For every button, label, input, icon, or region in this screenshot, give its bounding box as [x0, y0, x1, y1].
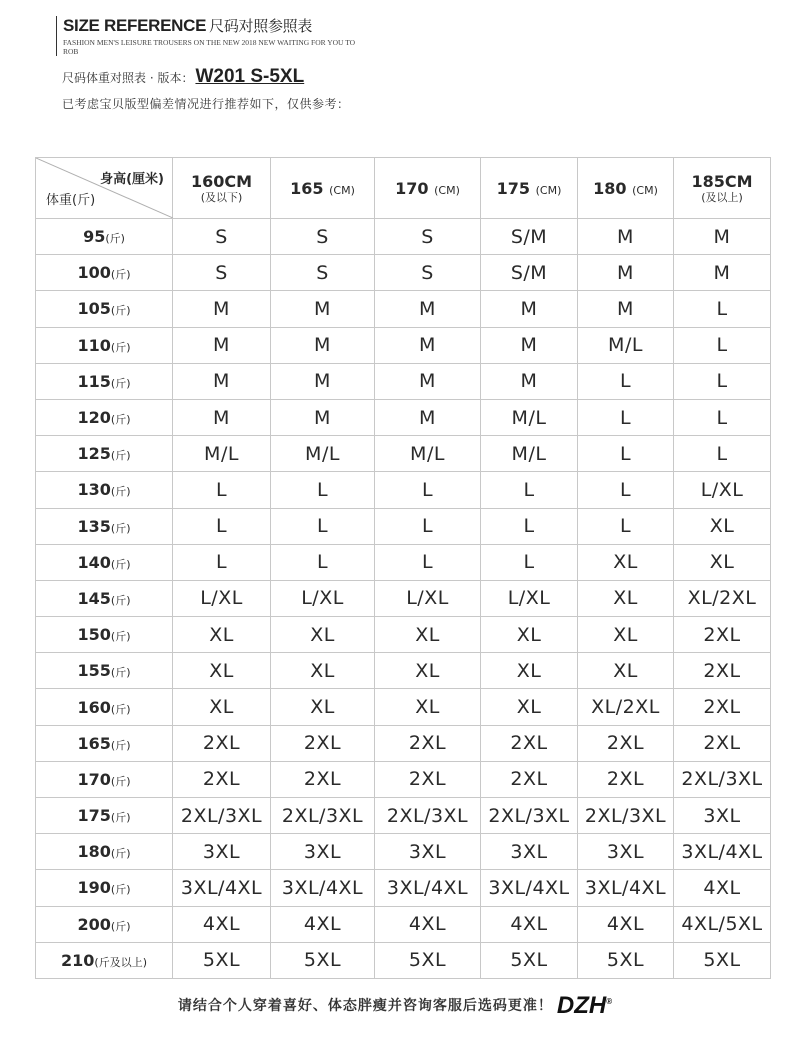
weight-value: 100: [77, 263, 111, 283]
size-cell: XL: [271, 653, 375, 689]
weight-value: 115: [77, 371, 111, 391]
weight-unit: (斤): [110, 413, 131, 427]
size-cell: M/L: [375, 436, 481, 472]
size-cell: 5XL: [578, 942, 674, 978]
title-en: SIZE REFERENCE: [63, 16, 207, 35]
size-cell: M: [375, 291, 481, 327]
size-cell: L: [578, 363, 674, 399]
size-cell: XL: [578, 544, 674, 580]
version-code: W201 S-5XL: [195, 66, 305, 87]
size-cell: M: [173, 399, 271, 435]
size-cell: XL: [578, 653, 674, 689]
size-cell: 2XL: [481, 725, 578, 761]
size-cell: L/XL: [271, 580, 375, 616]
table-row: [36, 798, 771, 834]
size-cell: 5XL: [674, 942, 771, 978]
table-row: [36, 255, 771, 291]
size-cell: XL: [173, 617, 271, 653]
page-title: [63, 16, 363, 37]
size-cell: S: [271, 255, 375, 291]
table-row: [36, 870, 771, 906]
weight-value: 130: [77, 480, 111, 500]
weight-cell: [36, 255, 173, 291]
weight-cell: [36, 363, 173, 399]
weight-unit: (斤): [110, 883, 131, 897]
size-cell: S: [173, 255, 271, 291]
size-cell: 4XL: [674, 870, 771, 906]
size-cell: L: [375, 508, 481, 544]
version-label: 尺码体重对照表 · 版本：: [62, 71, 194, 85]
size-cell: L: [674, 291, 771, 327]
table-row: [36, 291, 771, 327]
size-cell: 4XL: [481, 906, 578, 942]
size-cell: L: [674, 327, 771, 363]
size-cell: L: [674, 363, 771, 399]
size-cell: L: [578, 472, 674, 508]
height-qualifier: (及以下): [200, 190, 243, 204]
size-cell: S/M: [481, 219, 578, 255]
table-row: [36, 942, 771, 978]
size-cell: 5XL: [173, 942, 271, 978]
table-row: [36, 219, 771, 255]
weight-cell: [36, 725, 173, 761]
height-header-3: [481, 158, 578, 219]
size-cell: M: [578, 219, 674, 255]
weight-cell: [36, 291, 173, 327]
weight-unit: (斤): [110, 376, 131, 390]
size-cell: M: [578, 255, 674, 291]
size-table: [35, 157, 771, 979]
size-cell: 5XL: [375, 942, 481, 978]
weight-unit: (斤): [110, 811, 131, 825]
table-row: [36, 327, 771, 363]
size-cell: M/L: [481, 436, 578, 472]
size-cell: XL: [481, 689, 578, 725]
size-cell: M: [271, 363, 375, 399]
size-cell: M: [173, 327, 271, 363]
size-cell: M: [674, 219, 771, 255]
size-cell: XL: [375, 617, 481, 653]
size-cell: 4XL: [173, 906, 271, 942]
weight-cell: [36, 689, 173, 725]
size-cell: XL: [578, 617, 674, 653]
weight-unit: (斤): [105, 232, 125, 246]
table-body: [36, 219, 771, 979]
size-cell: M/L: [481, 399, 578, 435]
page-header: [56, 16, 363, 56]
height-header-2: [375, 158, 481, 219]
weight-cell: [36, 834, 173, 870]
size-cell: 2XL: [578, 725, 674, 761]
size-cell: 4XL: [271, 906, 375, 942]
size-cell: M: [578, 291, 674, 327]
size-cell: XL: [674, 544, 771, 580]
size-cell: 2XL: [173, 725, 271, 761]
size-cell: L: [375, 544, 481, 580]
weight-cell: [36, 653, 173, 689]
size-cell: 3XL/4XL: [674, 834, 771, 870]
size-cell: L/XL: [375, 580, 481, 616]
size-cell: L: [481, 508, 578, 544]
size-cell: 3XL: [481, 834, 578, 870]
size-cell: S: [271, 219, 375, 255]
table-corner-cell: [36, 158, 173, 219]
height-unit: (CM): [632, 183, 658, 197]
height-header-4: [578, 158, 674, 219]
weight-value: 180: [77, 842, 111, 862]
size-cell: M: [173, 291, 271, 327]
size-cell: XL: [481, 653, 578, 689]
size-cell: XL: [578, 580, 674, 616]
size-cell: M/L: [578, 327, 674, 363]
size-cell: L: [271, 544, 375, 580]
size-cell: M: [674, 255, 771, 291]
footer-text: 请结合个人穿着喜好、体态胖瘦并咨询客服后选码更准！: [177, 998, 553, 1014]
weight-value: 95: [83, 227, 106, 247]
size-cell: 2XL: [481, 761, 578, 797]
size-cell: 2XL: [375, 725, 481, 761]
size-cell: S: [375, 255, 481, 291]
size-cell: M/L: [271, 436, 375, 472]
weight-unit: (斤): [110, 847, 131, 861]
size-cell: L/XL: [173, 580, 271, 616]
size-cell: L: [674, 436, 771, 472]
size-cell: L: [173, 544, 271, 580]
size-cell: M: [481, 363, 578, 399]
table-row: [36, 653, 771, 689]
size-cell: M: [271, 399, 375, 435]
table-row: [36, 508, 771, 544]
size-cell: L: [375, 472, 481, 508]
size-cell: 2XL/3XL: [578, 798, 674, 834]
weight-value: 175: [77, 806, 111, 826]
size-cell: 3XL: [375, 834, 481, 870]
size-cell: 2XL/3XL: [173, 798, 271, 834]
weight-cell: [36, 327, 173, 363]
table-row: [36, 689, 771, 725]
height-header-1: [271, 158, 375, 219]
size-cell: L/XL: [674, 472, 771, 508]
size-cell: S/M: [481, 255, 578, 291]
weight-value: 190: [77, 878, 111, 898]
weight-unit: (斤): [110, 630, 131, 644]
weight-unit: (斤): [110, 593, 131, 607]
size-cell: M: [375, 363, 481, 399]
size-cell: M: [271, 327, 375, 363]
size-cell: S: [173, 219, 271, 255]
size-cell: L: [173, 508, 271, 544]
size-cell: XL: [375, 653, 481, 689]
size-cell: XL: [375, 689, 481, 725]
weight-unit: (斤): [110, 774, 131, 788]
size-cell: 3XL: [674, 798, 771, 834]
size-cell: M: [173, 363, 271, 399]
size-cell: 3XL/4XL: [375, 870, 481, 906]
height-value: 160CM: [190, 171, 253, 191]
weight-value: 120: [77, 408, 111, 428]
weight-unit: (斤): [110, 521, 131, 535]
size-cell: XL/2XL: [674, 580, 771, 616]
weight-unit: (斤): [110, 304, 131, 318]
size-cell: L/XL: [481, 580, 578, 616]
weight-cell: [36, 798, 173, 834]
size-cell: XL/2XL: [578, 689, 674, 725]
size-cell: 4XL/5XL: [674, 906, 771, 942]
size-cell: L: [173, 472, 271, 508]
corner-diagonal-line: [36, 158, 173, 218]
weight-unit: (斤): [110, 340, 131, 354]
size-cell: XL: [674, 508, 771, 544]
size-cell: M/L: [173, 436, 271, 472]
size-cell: 3XL: [578, 834, 674, 870]
weight-unit: (斤): [110, 485, 131, 499]
size-cell: L: [481, 472, 578, 508]
table-row: [36, 617, 771, 653]
size-cell: 2XL: [375, 761, 481, 797]
size-cell: XL: [173, 653, 271, 689]
weight-cell: [36, 399, 173, 435]
weight-unit: (斤): [110, 919, 131, 933]
size-cell: 5XL: [271, 942, 375, 978]
weight-cell: [36, 508, 173, 544]
weight-value: 200: [77, 914, 111, 934]
size-cell: 2XL/3XL: [674, 761, 771, 797]
height-header-0: [173, 158, 271, 219]
weight-value: 150: [77, 625, 111, 645]
height-value: 165: [290, 178, 324, 198]
height-unit: (CM): [434, 183, 460, 197]
table-row: [36, 906, 771, 942]
size-cell: L: [578, 436, 674, 472]
size-cell: 2XL/3XL: [481, 798, 578, 834]
height-qualifier: (及以上): [701, 190, 743, 204]
table-row: [36, 725, 771, 761]
size-cell: XL: [271, 617, 375, 653]
height-header-5: [674, 158, 771, 219]
weight-cell: [36, 219, 173, 255]
table-row: [36, 399, 771, 435]
weight-value: 165: [77, 733, 111, 753]
weight-cell: [36, 617, 173, 653]
size-cell: 2XL: [674, 689, 771, 725]
page-subtitle: FASHION MEN'S LEISURE TROUSERS ON THE NEW 2018 NEW WAITING FOR YOU TO ROB: [63, 38, 356, 56]
size-cell: L: [271, 472, 375, 508]
brand-name: DZH: [556, 992, 607, 1019]
title-cn: 尺码对照参照表: [209, 18, 313, 35]
size-cell: XL: [271, 689, 375, 725]
height-unit: (CM): [329, 183, 355, 197]
size-cell: 5XL: [481, 942, 578, 978]
size-cell: M: [375, 327, 481, 363]
weight-unit: (斤及以上): [94, 955, 147, 969]
size-cell: M: [271, 291, 375, 327]
weight-value: 160: [77, 697, 111, 717]
version-line: [62, 66, 304, 88]
size-cell: L: [481, 544, 578, 580]
size-cell: 3XL: [173, 834, 271, 870]
size-cell: M: [481, 291, 578, 327]
brand-registered-mark: ®: [606, 997, 613, 1006]
weight-cell: [36, 472, 173, 508]
height-value: 185CM: [691, 171, 753, 191]
weight-value: 170: [77, 769, 111, 789]
size-cell: XL: [173, 689, 271, 725]
size-cell: L: [674, 399, 771, 435]
size-cell: 4XL: [375, 906, 481, 942]
size-cell: 2XL: [578, 761, 674, 797]
size-cell: XL: [481, 617, 578, 653]
recommendation-note: 已考虑宝贝版型偏差情况进行推荐如下，仅供参考：: [62, 97, 350, 111]
table-header-row: [36, 158, 771, 219]
size-cell: 3XL/4XL: [173, 870, 271, 906]
table-row: [36, 580, 771, 616]
size-cell: L: [578, 508, 674, 544]
weight-cell: [36, 906, 173, 942]
size-cell: 3XL/4XL: [578, 870, 674, 906]
height-unit: (CM): [535, 183, 562, 197]
size-cell: L: [578, 399, 674, 435]
table-row: [36, 761, 771, 797]
height-value: 180: [593, 178, 627, 198]
weight-unit: (斤): [110, 702, 131, 716]
size-cell: 3XL/4XL: [481, 870, 578, 906]
height-axis-label: 身高(厘米): [100, 172, 164, 187]
size-cell: 3XL: [271, 834, 375, 870]
weight-cell: [36, 870, 173, 906]
size-cell: 2XL: [271, 725, 375, 761]
size-cell: 2XL: [173, 761, 271, 797]
weight-axis-label: 体重(斤): [46, 193, 96, 208]
weight-unit: (斤): [110, 449, 131, 463]
size-cell: 2XL/3XL: [375, 798, 481, 834]
weight-value: 105: [77, 299, 111, 319]
size-cell: 2XL: [674, 725, 771, 761]
weight-cell: [36, 580, 173, 616]
weight-value: 155: [77, 661, 111, 681]
weight-unit: (斤): [110, 666, 131, 680]
size-cell: 4XL: [578, 906, 674, 942]
table-row: [36, 544, 771, 580]
table-row: [36, 363, 771, 399]
table-row: [36, 436, 771, 472]
weight-value: 110: [77, 335, 111, 355]
size-cell: L: [271, 508, 375, 544]
weight-cell: [36, 544, 173, 580]
weight-value: 140: [77, 552, 111, 572]
weight-cell: [36, 761, 173, 797]
weight-value: 125: [77, 444, 111, 464]
weight-unit: (斤): [110, 738, 131, 752]
brand-logo: [557, 992, 612, 1019]
size-cell: M: [375, 399, 481, 435]
size-cell: 3XL/4XL: [271, 870, 375, 906]
size-cell: 2XL: [271, 761, 375, 797]
size-cell: M: [481, 327, 578, 363]
weight-value: 135: [77, 516, 111, 536]
size-cell: 2XL/3XL: [271, 798, 375, 834]
weight-value: 210: [61, 950, 95, 970]
table-row: [36, 834, 771, 870]
height-value: 170: [395, 178, 429, 198]
size-cell: 2XL: [674, 617, 771, 653]
weight-cell: [36, 942, 173, 978]
weight-value: 145: [77, 588, 111, 608]
table-row: [36, 472, 771, 508]
height-value: 175: [496, 178, 531, 198]
size-cell: 2XL: [674, 653, 771, 689]
footer-note: [0, 992, 790, 1020]
weight-unit: (斤): [110, 557, 131, 571]
size-cell: S: [375, 219, 481, 255]
weight-cell: [36, 436, 173, 472]
weight-unit: (斤): [110, 268, 131, 282]
